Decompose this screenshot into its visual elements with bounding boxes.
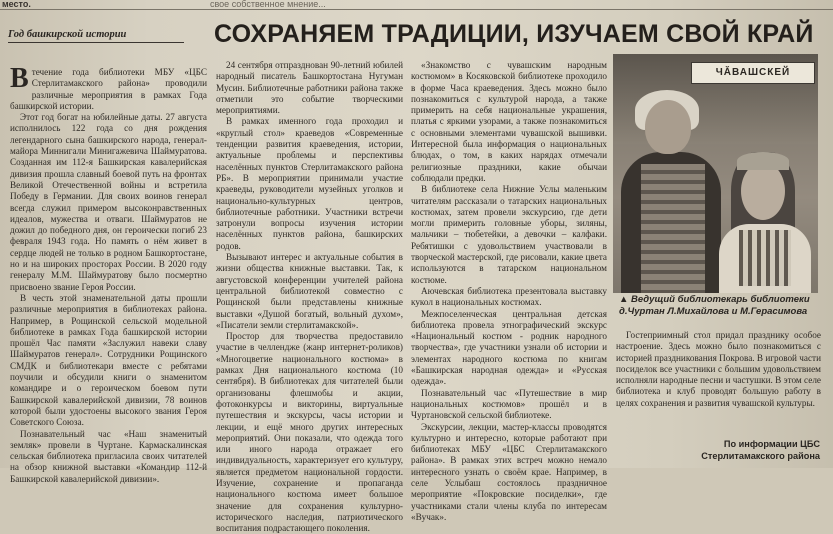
article-headline: СОХРАНЯЕМ ТРАДИЦИИ, ИЗУЧАЕМ СВОЙ КРАЙ <box>214 20 814 48</box>
paragraph: В библиотеке села Нижние Услы маленьким читателям рассказали о татарских национальных костюмах, затем провели экскурсию, где дети могли примерить головные уборы, зиляны, мальчики – тюбетейки, а девочки – калфаки. Ребятишки с удовольствием участвовали в творческой мастерской, где рисовали, какие цвета используются в татарском национальном костюме. <box>411 184 607 285</box>
paragraph: Познавательный час «Путешествие в мир национальных костюмов» прошёл и в Чуртановской сельской библиотеке. <box>411 387 607 421</box>
signoff-line-1: По информации ЦБС <box>723 439 820 449</box>
paragraph: Простор для творчества предоставило участие в челлендже (жанр интернет-роликов) «Многоцветие национального костюма» в рамках Дня национального костюма (10 сентября). В библиотеках для читателей были организованы флешмобы и акции, фотоконкурсы и викторины, виртуальные путешествия и экскурсы, часы истории и лекции, и ещё много других интересных мероприятий. Они показали, что одежда того или иного народа отражает его индивидуальность, характеризует его культуру, является предметом национальной гордости. Изучение, сохранение и пропаганда национального костюма имеет большое значение для сохранения культурно-исторического наследия, патриотического воспитания подрастающего поколения. <box>216 331 403 534</box>
photo-person-right-embroidered-collar <box>739 230 791 286</box>
paragraph: Экскурсии, лекции, мастер-классы проводятся культурно и интересно, которые работают при библиотеках МБУ «ЦБС Стерлитамакского района». В рамках этих встреч можно немало интересного узнать о своём крае. Например, в селе Услыбаш состоялось праздничное мероприятие «Покровские посиделки», где участниками стали члены клуба по интересам «Вучак». <box>411 421 607 522</box>
paragraph: Гостеприимный стол придал празднику особое настроение. Здесь можно было познакомиться с историей праздникования Покрова. В игровой части посиделок все участники с большим удовольствием исполняли народные песни и частушки. В этом селе библиотека и клуб проводят большую работу в целях сохранения и развития чувашской культуры. <box>616 330 821 408</box>
paragraph: Этот год богат на юбилейные даты. 27 августа исполнилось 122 года со дня рождения легендарного сына башкирского народа, генерал-майора Миннигали Минигажевича Шаймуратова. Созданная им 112-я Башкирская кавалерийская дивизия прошла славный боевой путь на фронтах Великой Отечественной войны и встретила Победу в Германии. Для своих воинов генерал всегда служил примером высоконравственных идеалов, мужества и отваги. Шаймуратов не дожил до победного дня, он героически погиб 23 февраля 1943 года. Но память о нём живет в сердце людей не только в родном Башкортостане, но и на широких просторах России. В 2020 году генералу М.М. Шаймуратову было посмертно присвоено звание Героя России. <box>10 112 207 292</box>
article-photo <box>613 54 818 293</box>
paragraph: В рамках именного года проходил и «круглый стол» краеведов «Современные тенденции развития краеведения, истории, актуальные проблемы и перспективы населённых пунктов Стерлитамакского района РБ». В мероприятии принимали участие краеведы, руководители музейных уголков и национально-культурных центров, библиотечные работники. Участники встречи затронули вопросы изучения истории населённых пунктов района, башкирских родов. <box>216 116 403 251</box>
article-column-3 <box>411 60 607 522</box>
previous-article-fragment-left: место. <box>2 0 31 9</box>
article-signoff <box>640 439 820 465</box>
paragraph: В честь этой знаменательной даты прошли различные мероприятия в библиотеках района. Например, в Рощинской сельской модельной библиотеке в рамках Года башкирской истории прошёл Час памяти «Заслужил навеки славу Шаймуратов генерал». Сотрудники Рощинского СМДК и библиотекари вместе с ребятами поучили и обсудили книги о знаменитом командире и о героическом боевом пути Башкирской кавалерийской дивизии, 78 воинов которой были удостоены высокого звания Героя Советского Союза. <box>10 292 207 428</box>
rubric-label: Год башкирской истории <box>8 29 184 43</box>
photo-person-left-dress <box>641 164 705 293</box>
paragraph: Познавательный час «Наш знаменитый земляк» провели в Чуртане. Кармаскалинская сельская библиотека пригласила своих читателей на обзор книжной выставки «Командир 112-й Башкирской кавалерийской дивизии». <box>10 428 207 484</box>
photo-wall-sign: ЧĂВАШСКЕЙ <box>691 62 815 84</box>
paragraph: Аючевская библиотека презентовала выставку кукол в национальных костюмах. <box>411 285 607 308</box>
paragraph: Вызывают интерес и актуальные события в жизни общества книжные выставки. Так, к августовской конференции учителей района центральной библиотекой совместно с Рощинской были представлены книжные выставки «Душой богатый, вольный духом», «Писатели земли стерлитамакской». <box>216 252 403 330</box>
photo-person-right-face <box>741 162 785 220</box>
previous-article-fragment-right: свое собственное мнение... <box>210 0 326 9</box>
signoff-line-2: Стерлитамакского района <box>701 450 820 461</box>
paragraph-text: течение года библиотеки МБУ «ЦБС Стерлитамакского района» проводили различные мероприятия в рамках Года башкирской истории. <box>10 67 207 111</box>
photo-person-left-face <box>645 100 691 154</box>
drop-cap: В <box>10 63 29 94</box>
paragraph: «Знакомство с чувашским народным костюмом» в Косяковской библиотеке проходило в форме Часа краеведения. Здесь можно было познакомиться с культурой народа, а также примерить на себя национальные украшения, платья с яркими узорами, а также познакомиться с основными элементами чувашской вышивки. Интересной была информация о национальных блюдах, о том, в каких нарядах отмечали религиозные праздники, какие обычаи соблюдали предки. <box>411 60 607 183</box>
article-column-4 <box>616 330 821 410</box>
paragraph: 24 сентября отпразднован 90-летний юбилей народный писатель Башкортостана Нугуман Мусин. Библиотечные работники района также отметили это событие творческими мероприятиями. <box>216 60 403 116</box>
photo-person-right-cap <box>737 152 789 170</box>
article-column-2 <box>216 60 403 534</box>
article-column-1 <box>10 63 207 484</box>
photo-caption: ▲ Ведущий библиотекарь библиотеки д.Чуртан Л.Михайлова и М.Герасимова <box>619 294 810 317</box>
paragraph <box>10 63 207 112</box>
previous-article-strip <box>0 0 833 10</box>
paragraph: Межпоселенческая центральная детская библиотека провела этнографический экскурс «Национальный костюм - родник народного творчества», где участники узнали об истории и элементах народного костюма по книгам «Башкирская народная одежда» и «Русская одежда». <box>411 308 607 387</box>
